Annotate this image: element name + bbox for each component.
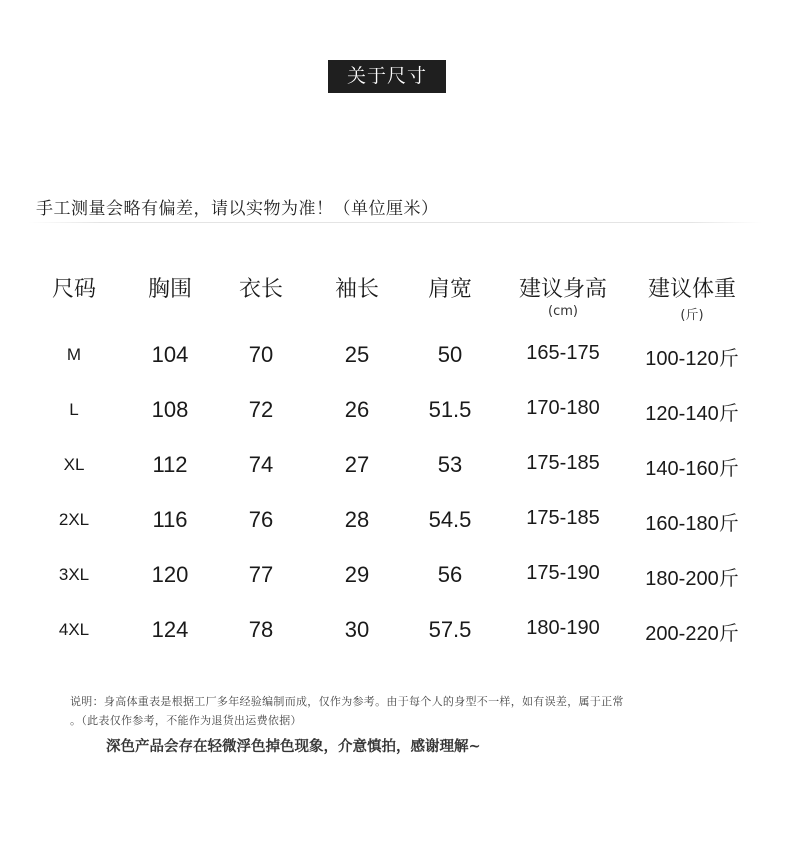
cell-height: 165-175: [526, 342, 600, 364]
cell-chest: 116: [152, 507, 188, 532]
header-chest: 胸围: [147, 277, 193, 302]
cell-height: 175-185: [526, 452, 600, 474]
header-shoulder: 肩宽: [427, 277, 473, 302]
cell-shoulder: 50: [437, 342, 463, 367]
cell-shoulder: 51.5: [428, 397, 472, 422]
cell-weight: 120-140斤: [645, 403, 739, 425]
cell-chest: 108: [151, 397, 189, 422]
cell-length: 77: [248, 562, 274, 587]
cell-size: XL: [63, 455, 85, 474]
cell-shoulder: 57.5: [428, 617, 472, 642]
header-size: 尺码: [51, 277, 97, 302]
cell-height: 175-190: [526, 562, 600, 584]
header-height: 建议身高: [518, 277, 608, 302]
cell-sleeve: 29: [344, 562, 370, 587]
cell-length: 70: [248, 342, 274, 367]
cell-size: 3XL: [58, 565, 90, 584]
cell-weight: 160-180斤: [645, 513, 739, 535]
header-weight: 建议体重: [647, 277, 737, 302]
cell-sleeve: 26: [344, 397, 370, 422]
disclaimer-line-1: 说明：身高体重表是根据工厂多年经验编制而成，仅作为参考。由于每个人的身型不一样，如有误差，属于正常: [70, 695, 624, 708]
page-title: 关于尺寸: [328, 60, 446, 93]
header-height-unit: (cm): [548, 304, 578, 319]
care-note: 深色产品会存在轻微浮色掉色现象，介意慎拍，感谢理解~: [106, 738, 481, 755]
cell-sleeve: 30: [344, 617, 370, 642]
cell-weight: 180-200斤: [645, 568, 739, 590]
cell-weight: 100-120斤: [645, 348, 739, 370]
cell-size: L: [69, 400, 79, 419]
cell-shoulder: 53: [437, 452, 463, 477]
cell-shoulder: 54.5: [428, 507, 472, 532]
cell-height: 175-185: [526, 507, 600, 529]
cell-sleeve: 25: [344, 342, 370, 367]
cell-length: 76: [248, 507, 274, 532]
divider: [28, 222, 762, 223]
header-length: 衣长: [238, 277, 284, 302]
cell-size: 2XL: [58, 510, 90, 529]
cell-length: 74: [248, 452, 274, 477]
cell-size: 4XL: [58, 620, 90, 639]
cell-height: 170-180: [526, 397, 600, 419]
cell-size: M: [66, 345, 82, 364]
cell-weight: 140-160斤: [645, 458, 739, 480]
cell-chest: 124: [151, 617, 189, 642]
cell-shoulder: 56: [437, 562, 463, 587]
cell-length: 78: [248, 617, 274, 642]
cell-weight: 200-220斤: [645, 623, 739, 645]
header-sleeve: 袖长: [334, 277, 380, 302]
measurement-note: 手工测量会略有偏差，请以实物为准！（单位厘米）: [36, 199, 439, 219]
cell-sleeve: 27: [344, 452, 370, 477]
cell-length: 72: [248, 397, 274, 422]
cell-sleeve: 28: [344, 507, 370, 532]
disclaimer-line-2: 。（此表仅作参考，不能作为退货出运费依据）: [70, 714, 302, 727]
cell-chest: 104: [151, 342, 189, 367]
cell-chest: 112: [152, 452, 188, 477]
header-weight-unit: (斤): [680, 308, 704, 323]
cell-chest: 120: [151, 562, 189, 587]
cell-height: 180-190: [526, 617, 600, 639]
